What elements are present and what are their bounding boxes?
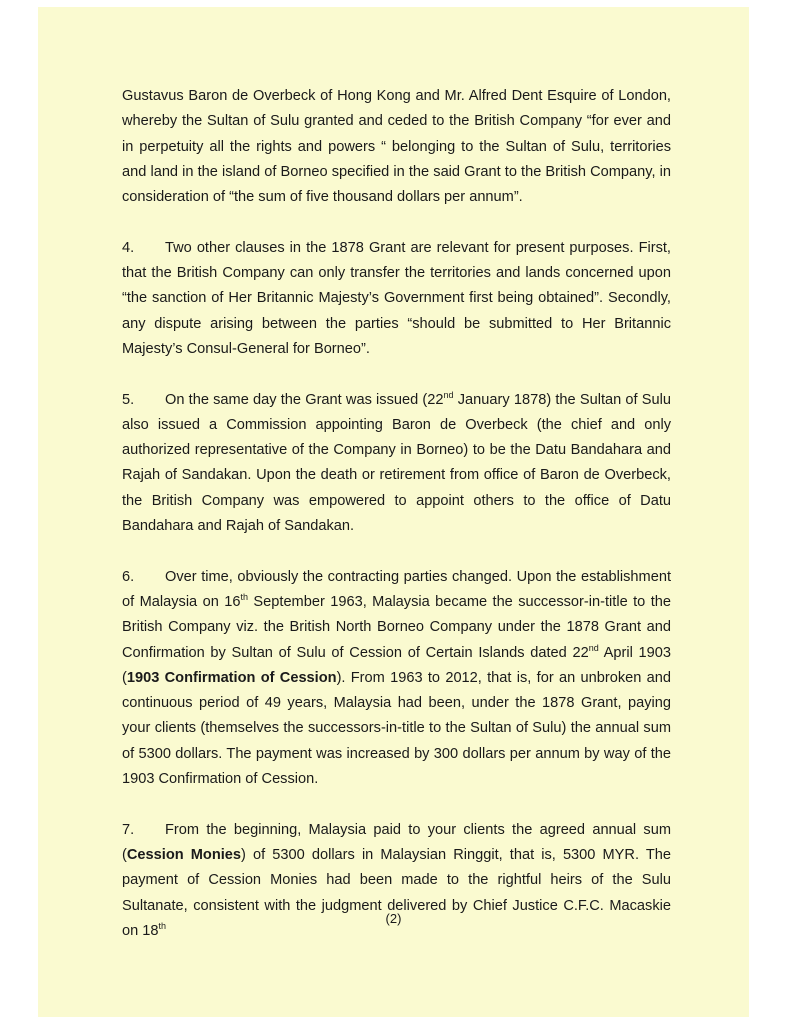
paragraph-text: On the same day the Grant was issued (22 <box>165 391 444 408</box>
paragraph-number: 4. <box>122 239 135 256</box>
paragraph-5 <box>122 388 671 540</box>
paragraph-4 <box>122 236 671 362</box>
paragraph-text: Two other clauses in the 1878 Grant are relevant for present purposes. First, that the British Company can only transfer the territories and lands concerned upon “the sanction of Her Britannic Majesty’s Government first being obtained”. Secondly, any dispute arising between the parties “should be submitted to Her Britannic Majesty’s Consul-General for Borneo”. <box>122 239 671 357</box>
paragraph-text: September 1963, Malaysia became the successor-in-title to the British Company viz. the British North Borneo Company under the 1878 Grant and Confirmation by Sultan of Sulu of Cession of Certain Islands dated 22 <box>122 593 671 661</box>
paragraph-text: April 1903 ( <box>122 644 672 686</box>
paragraph-number: 5. <box>122 391 135 408</box>
paragraph-6 <box>122 565 671 793</box>
ordinal-suffix: nd <box>588 642 599 653</box>
page-number: (2) <box>385 911 402 926</box>
paragraph-text: Over time, obviously the contracting parties changed. Upon the establishment of Malaysia on 16 <box>122 568 671 610</box>
paragraph-text: From the beginning, Malaysia paid to your clients the agreed annual sum ( <box>122 821 671 863</box>
ordinal-suffix: th <box>158 920 167 931</box>
paragraph-text: Gustavus Baron de Overbeck of Hong Kong and Mr. Alfred Dent Esquire of London, whereby the Sultan of Sulu granted and ceded to the British Company “for ever and in perpetuity all the rights and powers “ belonging to the Sultan of Sulu, territories and land in the island of Borneo specified in the said Grant to the British Company, in consideration of “the sum of five thousand dollars per annum”. <box>122 88 671 206</box>
paragraph-text: January 1878) the Sultan of Sulu also issued a Commission appointing Baron de Overbeck (the chief and only authorized representative of the Company in Borneo) to be the Datu Bandahara and Rajah of Sandakan. Upon the death or retirement from office of Baron de Overbeck, the British Company was empowered to appoint others to the office of Datu Bandahara and Rajah of Sandakan. <box>122 391 671 535</box>
document-body <box>122 84 671 944</box>
paragraph-number: 7. <box>122 821 135 838</box>
paragraph-text: ) of 5300 dollars in Malaysian Ringgit, that is, 5300 MYR. The payment of Cession Monies had been made to the rightful heirs of the Sulu Sultanate, consistent with the judgment delivered by Chief Justice C.F.C. Macaskie on 18 <box>122 846 671 939</box>
defined-term: 1903 Confirmation of Cession <box>126 669 337 686</box>
paragraph-continued <box>122 84 671 210</box>
defined-term: Cession Monies <box>126 846 242 863</box>
ordinal-suffix: nd <box>443 389 454 400</box>
paragraph-text: ). From 1963 to 2012, that is, for an unbroken and continuous period of 49 years, Malaysia had been, under the 1878 Grant, paying your clients (themselves the successors-in-title to the Sultan of Sulu) the annual sum of 5300 dollars. The payment was increased by 300 dollars per annum by way of the 1903 Confirmation of Cession. <box>122 669 671 788</box>
document-page <box>38 7 749 1017</box>
paragraph-number: 6. <box>122 568 135 585</box>
ordinal-suffix: th <box>240 592 248 603</box>
